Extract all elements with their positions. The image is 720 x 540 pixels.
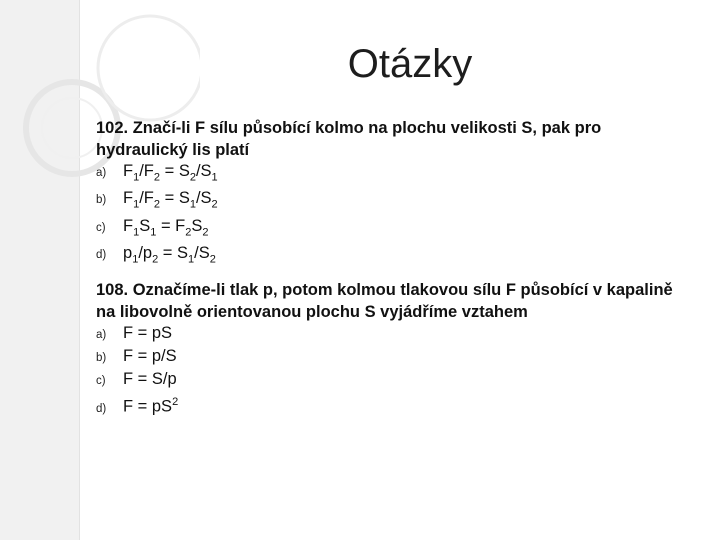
option-formula (123, 323, 172, 344)
formula-part: /S (194, 243, 210, 262)
formula-part: = S (160, 162, 190, 180)
formula-index: 1 (189, 198, 196, 211)
formula-part: /S (195, 162, 212, 180)
answer-option (96, 243, 696, 270)
question-text: 108. Označíme-li tlak p, potom kolmou tlakovou sílu F působící v kapalině na libovolně orientovanou plochu S vyjádříme vztahem (96, 281, 673, 322)
formula-part: F = p/S (123, 347, 177, 366)
answer-option (96, 216, 696, 243)
formula-index: 2 (209, 253, 216, 266)
formula-index: 2 (172, 396, 179, 409)
formula-part: F (123, 162, 134, 180)
formula-part: /F (139, 162, 154, 180)
formula-part: /F (139, 189, 154, 208)
option-letter: b) (96, 194, 107, 207)
formula-index: 1 (188, 253, 195, 266)
option-letter: b) (96, 352, 107, 365)
formula-part: /p (138, 243, 153, 262)
formula-index: 1 (211, 171, 218, 184)
formula-index: 2 (202, 225, 209, 238)
option-formula (123, 346, 177, 367)
option-letter: d) (96, 248, 107, 261)
answer-option (96, 188, 696, 215)
questions-area (96, 117, 696, 429)
formula-index: 2 (152, 253, 159, 266)
question-block (96, 117, 696, 270)
question-block (96, 279, 696, 420)
question-text: 102. Značí-li F sílu působící kolmo na plochu velikosti S, pak pro hydraulický lis platí (96, 119, 602, 159)
option-formula (123, 188, 218, 215)
option-formula (123, 161, 218, 188)
formula-part: /S (195, 189, 212, 208)
option-formula (123, 216, 209, 243)
formula-index: 1 (132, 253, 139, 266)
answer-option (96, 346, 696, 369)
formula-part: = S (160, 189, 190, 208)
answer-option (96, 161, 696, 188)
formula-index: 2 (185, 225, 192, 238)
formula-part: F (123, 216, 134, 235)
formula-part: = F (156, 216, 186, 235)
slide-title: Otázky (347, 42, 473, 86)
answer-option (96, 323, 696, 346)
formula-part: p (123, 243, 133, 262)
formula-part: F (123, 189, 134, 208)
formula-index: 2 (153, 171, 161, 184)
answer-option (96, 392, 696, 420)
formula-part: S (139, 216, 151, 235)
formula-index: 1 (150, 225, 157, 238)
formula-index: 1 (133, 225, 140, 238)
option-letter: c) (96, 375, 106, 388)
option-formula (123, 392, 178, 418)
option-letter: a) (96, 167, 107, 179)
option-letter: a) (96, 329, 107, 342)
formula-part: = S (158, 243, 189, 262)
formula-index: 2 (153, 198, 161, 211)
formula-index: 1 (133, 171, 140, 184)
formula-index: 2 (189, 171, 196, 184)
option-letter: c) (96, 221, 106, 234)
formula-index: 2 (211, 198, 218, 211)
formula-index: 1 (133, 198, 140, 211)
answer-option (96, 369, 696, 392)
formula-part: F = pS (123, 397, 173, 416)
formula-part: S (191, 216, 203, 235)
option-letter: d) (96, 402, 107, 415)
formula-part: F = pS (123, 324, 173, 343)
option-formula (123, 369, 177, 390)
formula-part: F = S/p (123, 370, 177, 389)
option-formula (123, 243, 216, 270)
